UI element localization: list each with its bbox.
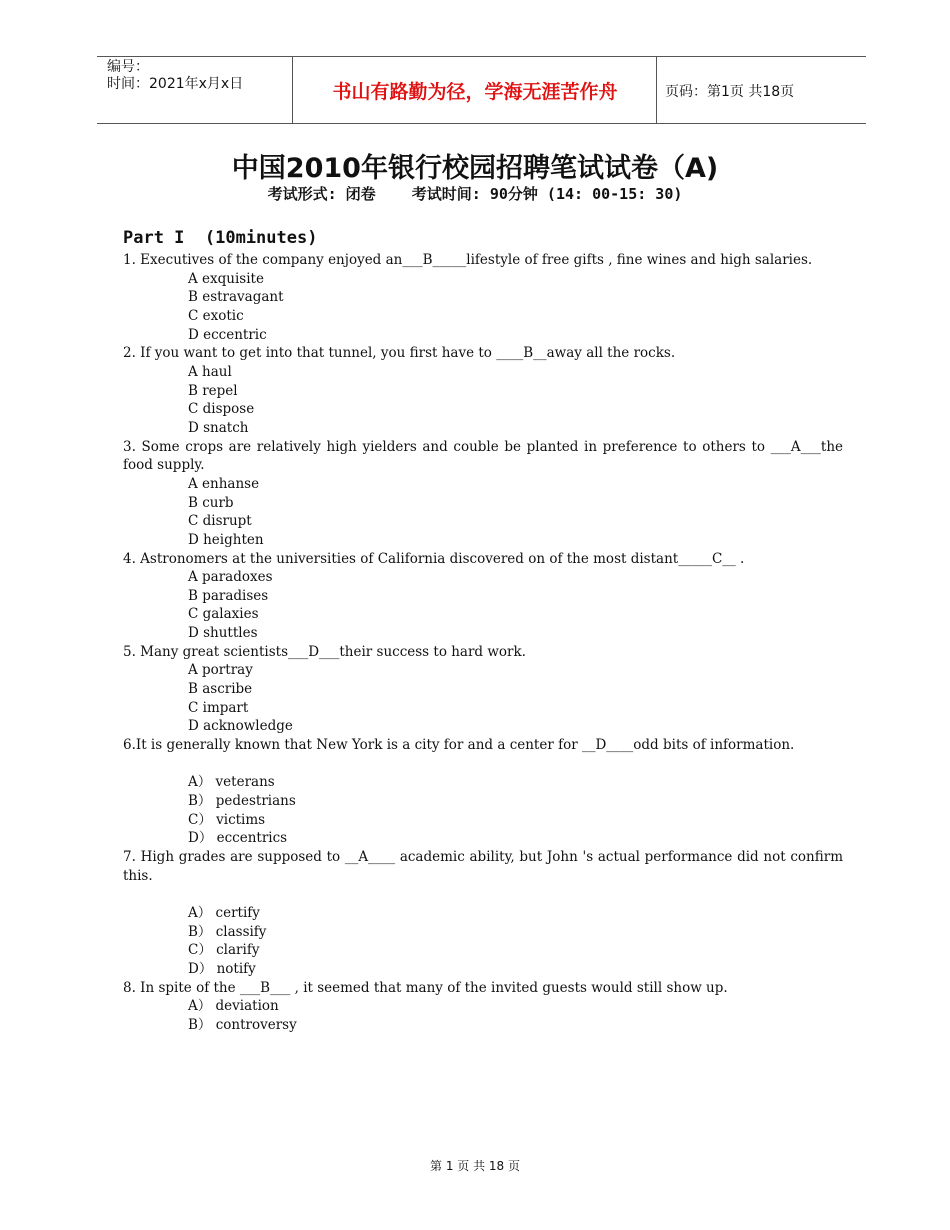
answer-option: B curb bbox=[188, 494, 234, 511]
answer-option: C galaxies bbox=[188, 606, 259, 623]
question-text: 8. In spite of the ___B___ , it seemed that many of the invited guests would still show up. bbox=[123, 979, 728, 996]
answer-option: A paradoxes bbox=[188, 569, 273, 586]
answer-option: D acknowledge bbox=[188, 718, 293, 735]
header-time-label: 时间：2021年x月x日 bbox=[107, 76, 244, 92]
question-text: 5. Many great scientists___D___their success to hard work. bbox=[123, 643, 526, 660]
question-text: 1. Executives of the company enjoyed an___B_____lifestyle of free gifts , fine wines and high salaries. bbox=[123, 252, 813, 268]
answer-option: B estravagant bbox=[188, 289, 284, 306]
answer-option: A） veterans bbox=[188, 774, 275, 791]
blank-line bbox=[123, 755, 843, 774]
answer-option: D eccentric bbox=[188, 326, 267, 343]
answer-option: B ascribe bbox=[188, 681, 253, 698]
answer-option: C impart bbox=[188, 699, 249, 716]
answer-option: C dispose bbox=[188, 401, 255, 418]
page-header bbox=[97, 56, 866, 124]
question-list bbox=[123, 251, 843, 1035]
answer-option: D） eccentrics bbox=[188, 830, 288, 847]
header-number-label: 编号： bbox=[107, 59, 149, 75]
answer-option: D shuttles bbox=[188, 625, 258, 642]
answer-option: B paradises bbox=[188, 587, 269, 604]
question-text: 7. High grades are supposed to __A____ academic ability, but John 's actual performance did not confirm this. bbox=[123, 848, 843, 884]
page-footer: 第 1 页 共 18 页 bbox=[430, 1159, 520, 1173]
question-text: 2. If you want to get into that tunnel, you first have to ____B__away all the rocks. bbox=[123, 345, 676, 362]
answer-option: A exquisite bbox=[188, 270, 264, 287]
answer-option: B） classify bbox=[188, 923, 267, 940]
part-heading: Part I (10minutes) bbox=[123, 228, 318, 248]
blank-line bbox=[123, 885, 843, 904]
header-page-info: 页码：第1页 共18页 bbox=[665, 84, 795, 100]
answer-option: D heighten bbox=[188, 531, 264, 548]
question-text: 6.It is generally known that New York is a city for and a center for __D____odd bits of information. bbox=[123, 737, 795, 754]
answer-option: D snatch bbox=[188, 419, 249, 436]
answer-option: A enhanse bbox=[188, 475, 260, 492]
question-text: 4. Astronomers at the universities of California discovered on of the most distant_____C__ . bbox=[123, 550, 745, 567]
exam-info: 考试形式: 闭卷 考试时间: 90分钟 (14: 00-15: 30) bbox=[267, 185, 683, 203]
answer-option: C） victims bbox=[188, 811, 266, 828]
answer-option: C） clarify bbox=[188, 942, 260, 959]
answer-option: B） pedestrians bbox=[188, 793, 296, 810]
document-title: 中国2010年银行校园招聘笔试试卷（A) bbox=[231, 153, 719, 184]
question-text: 3. Some crops are relatively high yielders and couble be planted in preference to others to ___A___the food supply. bbox=[123, 438, 843, 474]
header-motto: 书山有路勤为径，学海无涯苦作舟 bbox=[332, 81, 618, 103]
answer-option: A haul bbox=[188, 363, 232, 380]
answer-option: B） controversy bbox=[188, 1016, 297, 1033]
answer-option: B repel bbox=[188, 382, 238, 399]
answer-option: A） deviation bbox=[188, 998, 279, 1015]
header-divider bbox=[656, 57, 657, 123]
answer-option: D） notify bbox=[188, 960, 256, 977]
header-meta bbox=[107, 59, 243, 93]
answer-option: A portray bbox=[188, 662, 253, 679]
answer-option: C disrupt bbox=[188, 513, 252, 530]
answer-option: A） certify bbox=[188, 904, 260, 921]
answer-option: C exotic bbox=[188, 307, 244, 324]
